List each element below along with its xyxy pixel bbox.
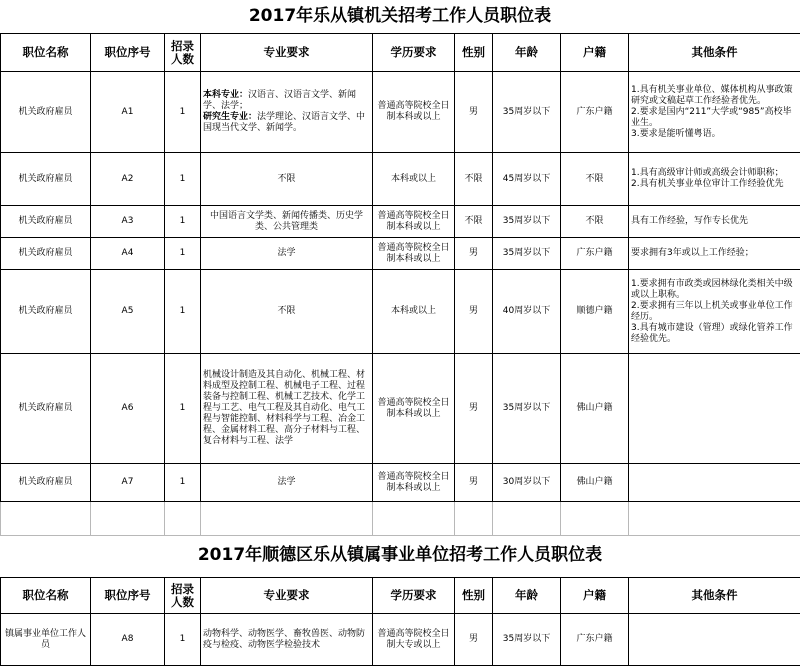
empty-cell	[373, 502, 455, 536]
position-code: A1	[91, 72, 165, 153]
position-name: 机关政府雇员	[1, 238, 91, 270]
age-limit: 45周岁以下	[493, 153, 561, 206]
header-cell: 职位序号	[91, 34, 165, 72]
education-requirement: 本科或以上	[373, 270, 455, 354]
table-row	[1, 464, 800, 502]
age-limit: 35周岁以下	[493, 614, 561, 666]
education-requirement: 普通高等院校全日制本科或以上	[373, 72, 455, 153]
header-cell: 其他条件	[629, 578, 800, 614]
header-cell: 性别	[455, 34, 493, 72]
education-requirement: 本科或以上	[373, 153, 455, 206]
position-name: 机关政府雇员	[1, 464, 91, 502]
condition-line: 3.要求是能听懂粤语。	[631, 128, 721, 139]
header-cell: 学历要求	[373, 578, 455, 614]
hire-count: 1	[165, 354, 201, 464]
position-code: A6	[91, 354, 165, 464]
household-registration: 佛山户籍	[561, 464, 629, 502]
hire-count: 1	[165, 270, 201, 354]
household-registration: 广东户籍	[561, 72, 629, 153]
gender: 不限	[455, 153, 493, 206]
condition-line: 2.要求拥有三年以上机关或事业单位工作经历。	[631, 300, 793, 322]
gender: 不限	[455, 206, 493, 238]
table-row	[1, 206, 800, 238]
empty-cell	[165, 502, 201, 536]
header-cell: 招录人数	[165, 34, 201, 72]
major-requirement: 不限	[201, 270, 373, 354]
major-requirement: 法学	[201, 238, 373, 270]
other-conditions	[629, 614, 800, 666]
hire-count: 1	[165, 153, 201, 206]
gender: 男	[455, 354, 493, 464]
education-requirement: 普通高等院校全日制本科或以上	[373, 464, 455, 502]
header-row	[1, 578, 800, 614]
position-code: A5	[91, 270, 165, 354]
header-cell: 招录人数	[165, 578, 201, 614]
major-requirement: 不限	[201, 153, 373, 206]
household-registration: 广东户籍	[561, 614, 629, 666]
graduate-label: 研究生专业：	[203, 112, 258, 122]
age-limit: 35周岁以下	[493, 206, 561, 238]
major-requirement: 法学	[201, 464, 373, 502]
other-conditions	[629, 464, 800, 502]
gender: 男	[455, 72, 493, 153]
education-requirement: 普通高等院校全日制本科或以上	[373, 238, 455, 270]
header-cell: 职位序号	[91, 578, 165, 614]
condition-line: 2.具有机关事业单位审计工作经验优先	[631, 179, 784, 189]
hire-count: 1	[165, 238, 201, 270]
condition-line: 3.具有城市建设（管理）或绿化管养工作经验优先。	[631, 322, 793, 344]
table-row	[1, 153, 800, 206]
bachelor-majors: 汉语言、汉语言文学、新闻学、法学；	[203, 90, 357, 111]
header-cell: 职位名称	[1, 34, 91, 72]
other-conditions	[629, 206, 800, 238]
age-limit: 35周岁以下	[493, 238, 561, 270]
major-requirement: 动物科学、动物医学、畜牧兽医、动物防疫与检疫、动物医学检验技术	[201, 614, 373, 666]
major-requirement: 机械设计制造及其自动化、机械工程、材料成型及控制工程、机械电子工程、过程装备与控制工程、机械工艺技术、化学工程与工艺、电气工程及其自动化、电气工程与智能控制、材料科学与工程、冶金工程、金属材料工程、高分子材料与工程、复合材料与工程、法学	[201, 354, 373, 464]
position-name: 机关政府雇员	[1, 354, 91, 464]
position-name: 机关政府雇员	[1, 153, 91, 206]
header-cell: 其他条件	[629, 34, 800, 72]
table-title-1: 2017年乐从镇机关招考工作人员职位表	[248, 6, 552, 26]
graduate-majors: 法学理论、汉语言文学、中国现当代文学、新闻学。	[203, 112, 366, 133]
table-title-2: 2017年顺德区乐从镇属事业单位招考工作人员职位表	[197, 545, 603, 565]
header-cell: 户籍	[561, 578, 629, 614]
table-row	[1, 354, 800, 464]
position-code: A2	[91, 153, 165, 206]
header-cell: 年龄	[493, 34, 561, 72]
other-conditions	[629, 153, 800, 206]
gender: 男	[455, 464, 493, 502]
education-requirement: 普通高等院校全日制本科或以上	[373, 206, 455, 238]
other-conditions	[629, 270, 800, 354]
empty-cell	[1, 502, 91, 536]
education-requirement: 普通高等院校全日制大专或以上	[373, 614, 455, 666]
header-cell: 学历要求	[373, 34, 455, 72]
header-cell: 性别	[455, 578, 493, 614]
major-requirement	[201, 72, 373, 153]
empty-cell	[91, 502, 165, 536]
household-registration: 佛山户籍	[561, 354, 629, 464]
position-code: A7	[91, 464, 165, 502]
position-code: A3	[91, 206, 165, 238]
gender: 男	[455, 270, 493, 354]
household-registration: 顺德户籍	[561, 270, 629, 354]
age-limit: 40周岁以下	[493, 270, 561, 354]
position-code: A8	[91, 614, 165, 666]
bachelor-label: 本科专业：	[203, 90, 249, 100]
table-row	[1, 72, 800, 153]
condition-line: 具有工作经验，写作专长优先	[631, 216, 749, 226]
education-requirement: 普通高等院校全日制本科或以上	[373, 354, 455, 464]
hire-count: 1	[165, 206, 201, 238]
position-table-2	[0, 577, 800, 666]
position-name: 机关政府雇员	[1, 270, 91, 354]
header-row	[1, 34, 800, 72]
age-limit: 30周岁以下	[493, 464, 561, 502]
condition-line: 1.要求拥有市政类或园林绿化类相关中级或以上职称。	[631, 278, 793, 300]
household-registration: 不限	[561, 153, 629, 206]
empty-cell	[201, 502, 373, 536]
gender: 男	[455, 614, 493, 666]
condition-line: 要求拥有3年或以上工作经验；	[631, 248, 754, 258]
position-code: A4	[91, 238, 165, 270]
condition-line: 1.具有高级审计师或高级会计师职称；	[631, 168, 784, 178]
other-conditions	[629, 72, 800, 153]
position-name: 机关政府雇员	[1, 72, 91, 153]
hire-count: 1	[165, 72, 201, 153]
condition-line: 1.具有机关事业单位、媒体机构从事政策研究或文稿起草工作经验者优先。	[631, 84, 793, 106]
spacer-row	[1, 502, 800, 536]
header-cell: 专业要求	[201, 578, 373, 614]
age-limit: 35周岁以下	[493, 354, 561, 464]
empty-cell	[629, 502, 800, 536]
other-conditions	[629, 354, 800, 464]
hire-count: 1	[165, 464, 201, 502]
other-conditions	[629, 238, 800, 270]
header-cell: 职位名称	[1, 578, 91, 614]
table-row	[1, 270, 800, 354]
household-registration: 广东户籍	[561, 238, 629, 270]
header-cell: 户籍	[561, 34, 629, 72]
position-name: 机关政府雇员	[1, 206, 91, 238]
position-table-1	[0, 33, 800, 536]
header-cell: 专业要求	[201, 34, 373, 72]
table-row	[1, 614, 800, 666]
empty-cell	[455, 502, 493, 536]
major-requirement: 中国语言文学类、新闻传播类、历史学类、公共管理类	[201, 206, 373, 238]
household-registration: 不限	[561, 206, 629, 238]
condition-line: 2.要求是国内“211”大学或“985”高校毕业生。	[631, 106, 792, 128]
position-name: 镇属事业单位工作人员	[1, 614, 91, 666]
gender: 男	[455, 238, 493, 270]
empty-cell	[493, 502, 561, 536]
table-row	[1, 238, 800, 270]
empty-cell	[561, 502, 629, 536]
hire-count: 1	[165, 614, 201, 666]
age-limit: 35周岁以下	[493, 72, 561, 153]
header-cell: 年龄	[493, 578, 561, 614]
